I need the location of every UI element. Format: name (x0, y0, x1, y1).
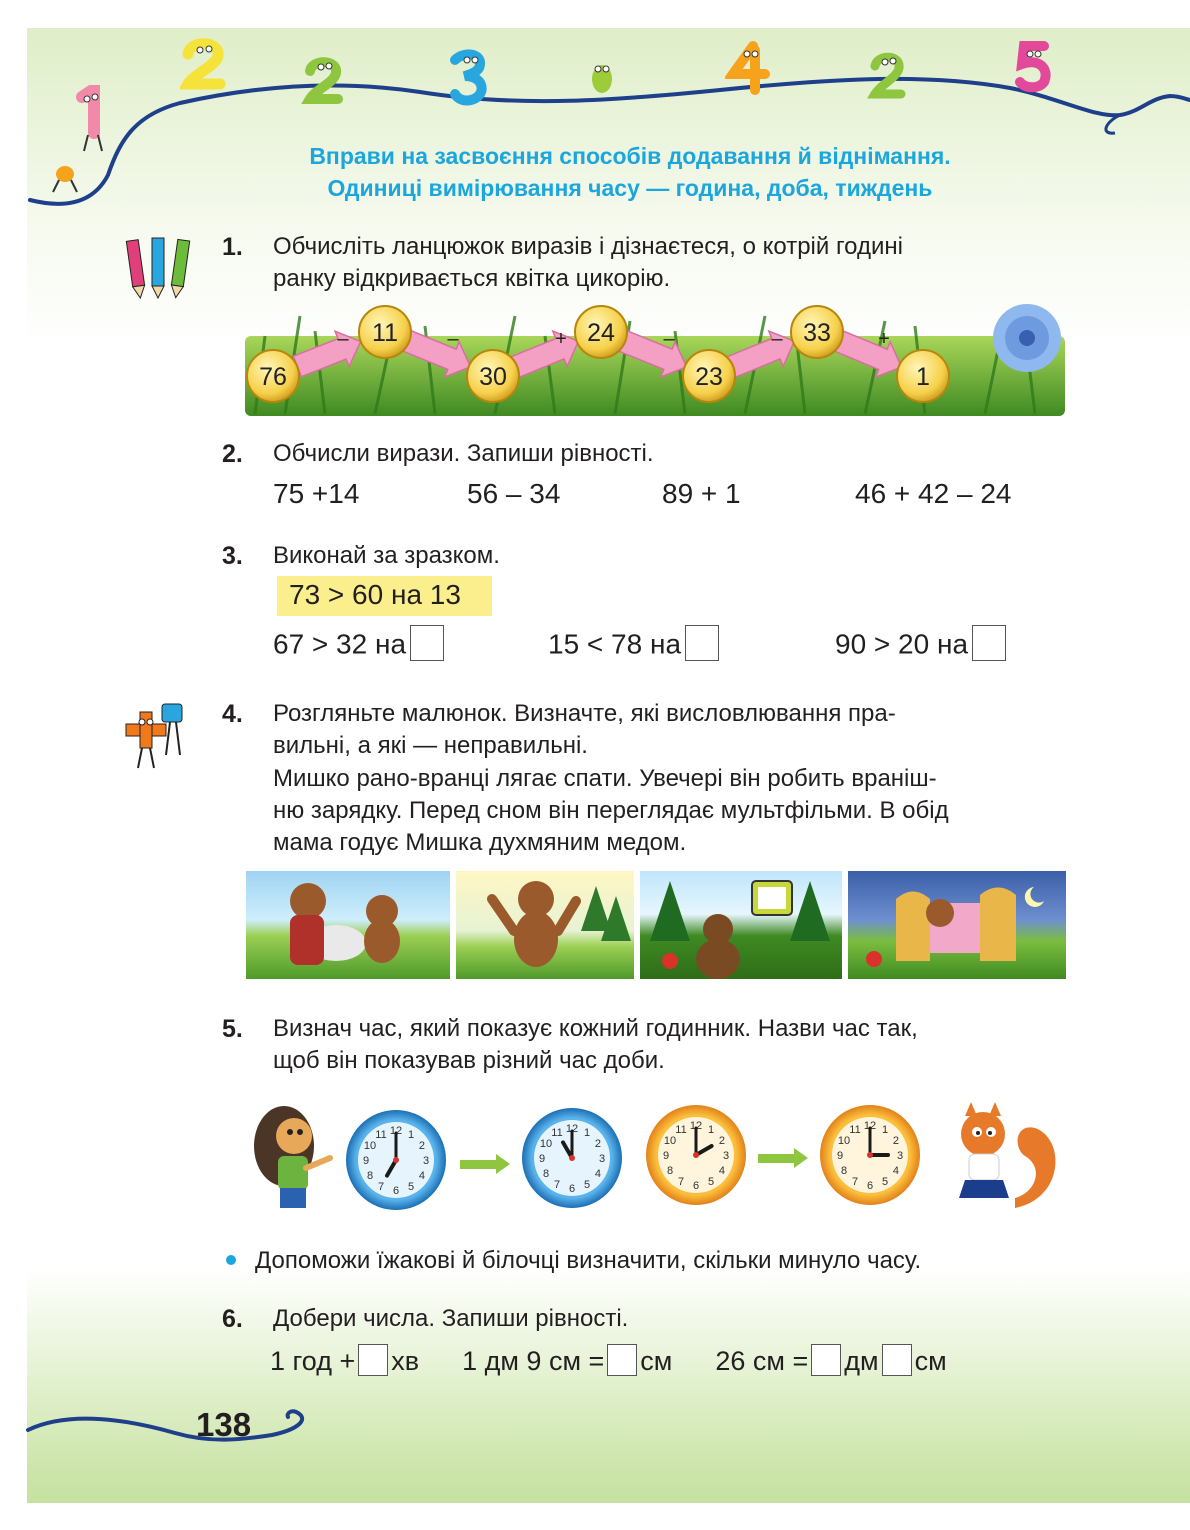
squirrel-icon (935, 1098, 1065, 1218)
svg-text:5: 5 (881, 1175, 889, 1188)
svg-text:8: 8 (666, 1165, 674, 1177)
arrow-icon (460, 1154, 510, 1174)
svg-text:12: 12 (863, 1120, 877, 1132)
cm-label: 26 см = (715, 1346, 809, 1376)
chain-value: 1 (916, 363, 930, 391)
cornflower-icon (993, 304, 1061, 372)
pencils-icon (118, 232, 198, 302)
story-line3: мама годує Мишка духмяним медом. (273, 829, 687, 856)
comparison-1 (273, 628, 444, 664)
svg-text:3: 3 (422, 1155, 430, 1167)
page-number: 138 (196, 1406, 252, 1443)
exercise-4-text-line2: вильні, а які — неправильні. (273, 732, 588, 759)
hour-label: 1 год + (270, 1346, 356, 1376)
svg-text:8: 8 (840, 1165, 848, 1177)
chain-operator: + (555, 328, 567, 350)
svg-text:4: 4 (892, 1165, 900, 1177)
hedgehog-icon (250, 1098, 335, 1220)
svg-text:1: 1 (407, 1129, 415, 1142)
bullet-icon (226, 1255, 236, 1265)
cm-unit: см (640, 1346, 673, 1376)
svg-text:12: 12 (689, 1120, 703, 1132)
svg-text:11: 11 (375, 1129, 387, 1142)
exercise-1-number: 1. (222, 233, 243, 261)
answer-box[interactable] (811, 1344, 841, 1376)
cm-unit: см (914, 1346, 947, 1376)
expression-3: 89 + 1 (662, 478, 741, 509)
exercise-6-number: 6. (222, 1305, 243, 1333)
expression-1: 75 +14 (273, 478, 360, 509)
svg-text:12: 12 (565, 1123, 579, 1135)
svg-text:6: 6 (866, 1180, 874, 1192)
chain-operator: – (337, 328, 349, 350)
character-two (180, 38, 230, 93)
svg-text:8: 8 (542, 1168, 550, 1180)
svg-text:2: 2 (594, 1138, 602, 1150)
svg-text:10: 10 (363, 1140, 377, 1152)
svg-text:5: 5 (707, 1175, 715, 1188)
comparison-3 (835, 628, 1006, 664)
svg-text:10: 10 (663, 1135, 677, 1147)
answer-box[interactable] (685, 625, 719, 661)
answer-box[interactable] (607, 1344, 637, 1376)
svg-text:4: 4 (718, 1165, 726, 1177)
clock-icon (346, 1110, 446, 1210)
picture-bed (848, 871, 1066, 979)
footer-wave (0, 1395, 330, 1465)
sample-text: 73 > 60 на 13 (289, 579, 461, 610)
exercise-1-text-line2: ранку відкривається квітка цикорію. (273, 265, 671, 292)
svg-text:6: 6 (692, 1180, 700, 1192)
exercise-3-number: 3. (222, 542, 243, 570)
svg-text:2: 2 (418, 1140, 426, 1152)
expression-2: 56 – 34 (467, 478, 561, 509)
svg-text:7: 7 (851, 1175, 859, 1188)
expression-chain (245, 296, 1065, 416)
comparison-3-text: 90 > 20 на (835, 628, 969, 660)
svg-text:12: 12 (389, 1125, 403, 1137)
svg-text:3: 3 (896, 1150, 904, 1162)
svg-text:9: 9 (538, 1153, 546, 1165)
exercise-2-text: Обчисли вирази. Запиши рівності. (273, 440, 654, 467)
chain-value: 30 (479, 363, 507, 391)
exercise-2-number: 2. (222, 440, 243, 468)
svg-text:10: 10 (539, 1138, 553, 1150)
picture-lunch (246, 871, 450, 979)
character-one (70, 85, 110, 155)
svg-text:4: 4 (418, 1170, 426, 1182)
svg-text:7: 7 (377, 1180, 385, 1193)
dm-unit: дм (844, 1346, 879, 1376)
svg-text:3: 3 (722, 1150, 730, 1162)
svg-text:1: 1 (881, 1124, 889, 1137)
clock-icon (646, 1105, 746, 1205)
svg-text:2: 2 (892, 1135, 900, 1147)
chain-value: 76 (259, 363, 287, 391)
svg-text:1: 1 (707, 1124, 715, 1137)
page-title-line2: Одиниці вимірювання часу — година, доба, тиждень (327, 175, 933, 201)
story-line1: Мишко рано-вранці лягає спати. Увечері він робить враніш- (273, 765, 937, 792)
chain-value: 11 (372, 319, 398, 347)
character-two-small (865, 50, 910, 105)
exercise-3-text: Виконай за зразком. (273, 542, 500, 569)
character-runner (45, 160, 85, 195)
svg-text:5: 5 (583, 1178, 591, 1191)
exercise-4-text-line1: Розгляньте малюнок. Визначте, які висловлювання пра- (273, 700, 896, 727)
chain-value: 24 (587, 319, 615, 347)
chain-operator: – (663, 328, 675, 350)
character-five (1010, 40, 1055, 95)
character-small (582, 55, 622, 105)
bullet-text: Допоможи їжакові й білочці визначити, скільки минуло часу. (255, 1247, 922, 1274)
svg-text:8: 8 (366, 1170, 374, 1182)
character-two-green (300, 55, 350, 110)
answer-box[interactable] (972, 625, 1006, 661)
character-four (725, 40, 775, 95)
character-three (445, 48, 495, 108)
exercise-6-expressions (270, 1346, 947, 1379)
comparison-2-text: 15 < 78 на (548, 628, 682, 660)
svg-text:7: 7 (553, 1178, 561, 1191)
clock-icon (522, 1108, 622, 1208)
chain-value: 23 (695, 363, 723, 391)
minute-unit: хв (391, 1346, 420, 1376)
expression-4: 46 + 42 – 24 (855, 478, 1012, 509)
picture-exercise (456, 871, 634, 979)
svg-text:5: 5 (407, 1180, 415, 1193)
svg-text:1: 1 (583, 1127, 591, 1140)
dm-cm-label: 1 дм 9 см = (462, 1346, 605, 1376)
svg-text:10: 10 (837, 1135, 851, 1147)
comparison-2 (548, 628, 719, 664)
sample-highlight (277, 576, 492, 616)
svg-text:2: 2 (718, 1135, 726, 1147)
comparison-1-text: 67 > 32 на (273, 628, 407, 660)
exercise-5-text-line1: Визнач час, який показує кожний годинник. Назви час так, (273, 1015, 918, 1042)
chain-operator: + (878, 328, 890, 350)
chain-operator: – (771, 328, 783, 350)
svg-text:9: 9 (362, 1155, 370, 1167)
exercise-5-text-line2: щоб він показував різний час доби. (273, 1047, 665, 1074)
svg-text:6: 6 (568, 1183, 576, 1195)
arrow-icon (758, 1148, 808, 1168)
chain-value: 33 (803, 319, 831, 347)
exercise-6-text: Добери числа. Запиши рівності. (273, 1305, 629, 1332)
answer-box[interactable] (358, 1344, 388, 1376)
svg-text:4: 4 (594, 1168, 602, 1180)
svg-text:11: 11 (551, 1127, 563, 1140)
math-characters-icon (118, 700, 198, 775)
svg-text:7: 7 (677, 1175, 685, 1188)
svg-text:9: 9 (662, 1150, 670, 1162)
svg-text:3: 3 (598, 1153, 606, 1165)
clocks-row (340, 1098, 930, 1218)
story-line2: ню зарядку. Перед сном він переглядає мультфільми. В обід (273, 797, 949, 824)
exercise-5-number: 5. (222, 1015, 243, 1043)
svg-text:11: 11 (675, 1124, 687, 1137)
clock-icon (820, 1105, 920, 1205)
exercise-4-number: 4. (222, 700, 243, 728)
svg-text:9: 9 (836, 1150, 844, 1162)
page-title-line1: Вправи на засвоєння способів додавання й віднімання. (309, 143, 951, 169)
chain-operator: – (447, 328, 459, 350)
exercise-1-text-line1: Обчисліть ланцюжок виразів і дізнаєтеся, о котрій годині (273, 233, 903, 260)
answer-box[interactable] (882, 1344, 912, 1376)
svg-text:11: 11 (849, 1124, 861, 1137)
svg-text:6: 6 (392, 1185, 400, 1197)
picture-tv (640, 871, 842, 979)
answer-box[interactable] (410, 625, 444, 661)
